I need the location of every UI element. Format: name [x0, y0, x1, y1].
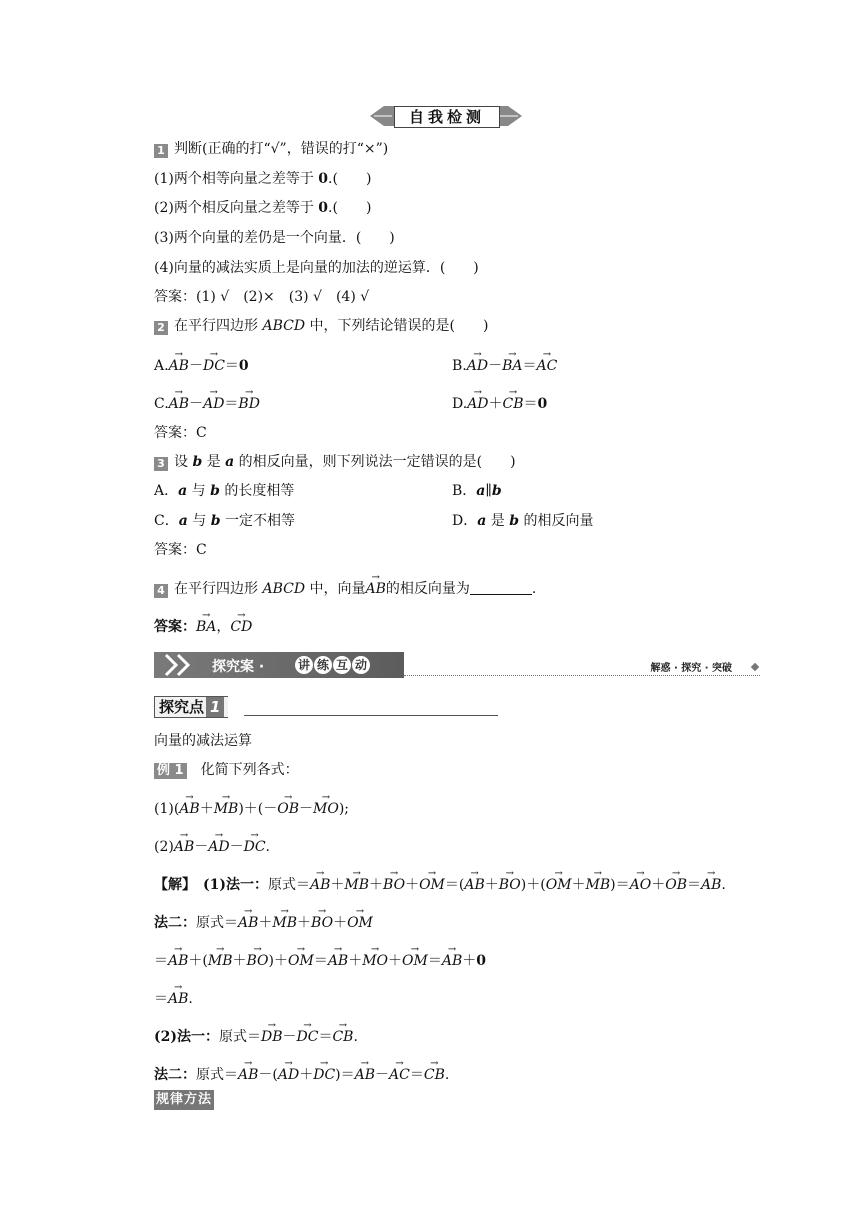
q1-stem-text: 判断(正确的打“√”，错误的打“×”)	[174, 141, 389, 157]
double-chevron-icon	[160, 652, 210, 678]
q3-option-d: D．a 是 b 的相反向量	[452, 513, 594, 529]
solution-line-1: 【解】 (1)法一：原式＝→ AB＋→ MB＋→ BO＋→ OM＝(→ AB＋→ BO)＋(→ OM＋→ MB)＝→ AO＋→ OB＝→ AB.	[154, 873, 726, 895]
solution-line-5: (2)法一：原式＝→ DB－→ DC＝→ CB.	[154, 1025, 358, 1047]
topic-title: 向量的减法运算	[154, 733, 252, 749]
q1-item-4: (4)向量的减法实质上是向量的加法的逆运算．( )	[154, 260, 479, 276]
q3-stem: 3 设 b 是 a 的相反向量，则下列说法一定错误的是( )	[154, 452, 516, 472]
section-tag: 解惑 · 探究 · 突破	[650, 663, 732, 674]
example-part-2: (2)→ AB－→ AD－→ DC.	[154, 835, 270, 857]
q2-option-d: D.→ AD＋→ CB＝0	[452, 392, 547, 414]
q3-option-a: A．a 与 b 的长度相等	[154, 483, 295, 499]
example-1: 例 1 化简下列各式：	[154, 760, 299, 780]
q1-number: 1	[154, 144, 168, 158]
q1-stem	[154, 139, 388, 159]
q3-answer: 答案：C	[154, 542, 207, 558]
example-part-1: (1)(→ AB＋→ MB)＋(－→ OB－→ MO);	[154, 797, 349, 819]
q4-blank	[470, 580, 532, 595]
example-tag: 例 1	[154, 763, 187, 779]
q4-stem: 4 在平行四边形 ABCD 中，向量→ AB的相反向量为 .	[154, 577, 536, 599]
explore-number: 1	[206, 697, 224, 717]
q2-option-a: A.→ AB－→ DC＝0	[154, 354, 249, 376]
q2-option-c: C.→ AB－→ AD＝→ BD	[154, 392, 260, 414]
self-check-banner	[370, 104, 522, 128]
diamond-icon	[751, 663, 759, 671]
solution-line-6: 法二：原式＝→ AB－(→ AD＋→ DC)＝→ AB－→ AC＝→ CB.	[154, 1063, 449, 1085]
self-check-title: 自我检测	[394, 106, 500, 128]
q4-number: 4	[154, 584, 168, 598]
q1-item-2: (2)两个相反向量之差等于 0.( )	[154, 200, 372, 216]
section-header-bar: 探究案 · 讲 练 互 动 解惑 · 探究 · 突破	[154, 652, 760, 678]
q3-number: 3	[154, 457, 168, 471]
solution-line-3: ＝→ AB＋(→ MB＋→ BO)＋→ OM＝→ AB＋→ MO＋→ OM＝→ AB＋0	[154, 949, 486, 971]
q2-option-b: B.→ AD－→ BA＝→ AC	[452, 354, 557, 376]
q4-answer: 答案：→ BA，→ CD	[154, 615, 252, 637]
explore-label: 探究点	[159, 698, 205, 716]
q1-item-3: (3)两个向量的差仍是一个向量．( )	[154, 230, 395, 246]
q3-option-b: B．a∥b	[452, 483, 502, 499]
q1-answer: 答案：(1) √ (2)× (3) √ (4) √	[154, 289, 370, 305]
q1-item-1: (1)两个相等向量之差等于 0.( )	[154, 171, 372, 187]
solution-line-4: ＝→ AB.	[154, 987, 193, 1009]
q2-stem: 2 在平行四边形 ABCD 中，下列结论错误的是( )	[154, 316, 488, 336]
q2-number: 2	[154, 321, 168, 335]
q2-answer: 答案：C	[154, 425, 207, 441]
explore-point-heading	[154, 696, 498, 718]
solution-line-2: 法二：原式＝→ AB＋→ MB＋→ BO＋→ OM	[154, 911, 373, 933]
rule-heading: 规律方法	[154, 1089, 214, 1110]
q3-option-c: C．a 与 b 一定不相等	[154, 513, 295, 529]
